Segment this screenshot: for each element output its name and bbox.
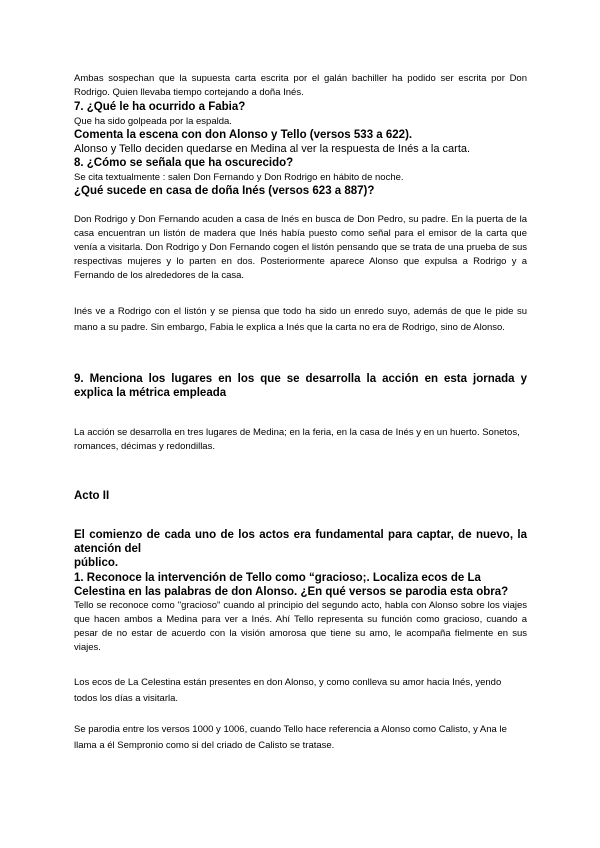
question-7: 7. ¿Qué le ha ocurrido a Fabia?	[74, 101, 246, 113]
heading-acto-ii: Acto II	[74, 490, 110, 502]
answer-8: Se cita textualmente : salen Don Fernando y Don Rodrigo en hábito de noche.	[74, 172, 404, 183]
paragraph-liston: Don Rodrigo y Don Fernando acuden a casa de Inés en busca de Don Pedro, su padre. En la puerta de la casa encuentran un listón de madera que Inés había puesto como señal para el emisor de la carta que venía a visitarla. Don Rodrigo y Don Fernando cogen el listón pensando que se trata de una prueba de sus respectivas mujeres y lo parten en dos. Posteriormente aparece Alonso que expulsa a Rodrigo y a Fernando de los alrededores de la casa.	[74, 214, 527, 281]
question-1-acto-ii: 1. Reconoce la intervención de Tello como “gracioso;. Localiza ecos de La Celestina en las palabras de don Alonso. ¿En qué versos se parodia esta obra?	[74, 572, 509, 598]
intro-acts-publico: público.	[74, 557, 119, 569]
paragraph-letter-suspicion: Ambas sospechan que la supuesta carta escrita por el galán bachiller ha podido ser escrita por Don Rodrigo. Quien llevaba tiempo cortejando a doña Inés.	[74, 73, 527, 98]
paragraph-ines-rodrigo: Inés ve a Rodrigo con el listón y se piensa que todo ha sido un enredo suyo, además de que le pide su mano a su padre. Sin embargo, Fabia le explica a Inés que la carta no era de Rodrigo, sino de Alonso.	[74, 306, 527, 333]
heading-scene-533: Comenta la escena con don Alonso y Tello (versos 533 a 622).	[74, 129, 413, 141]
paragraph-tello-gracioso: Tello se reconoce como "gracioso" cuando al principio del segundo acto, habla con Alonso sobre los viajes que hacen ambos a Medina para ver a Inés. Ahí Tello representa su función como gracioso, cuando a pesar de no estar de acuerdo con la visión amorosa que tiene su amo, le acompaña fielmente en sus viajes.	[74, 600, 527, 653]
paragraph-celestina-echoes: Los ecos de La Celestina están presentes en don Alonso, y como conlleva su amor hacia Inés, yendo todos los días a visitarla.	[74, 677, 502, 704]
question-scene-623: ¿Qué sucede en casa de doña Inés (versos 623 a 887)?	[74, 185, 375, 197]
answer-scene-533: Alonso y Tello deciden quedarse en Medina al ver la respuesta de Inés a la carta.	[74, 143, 471, 155]
intro-acts-line: El comienzo de cada uno de los actos era fundamental para captar, de nuevo, la atención del	[74, 529, 527, 555]
question-9: 9. Menciona los lugares en los que se desarrolla la acción en esta jornada y explica la métrica empleada	[74, 373, 527, 399]
question-8: 8. ¿Cómo se señala que ha oscurecido?	[74, 157, 294, 169]
paragraph-places-metrics: La acción se desarrolla en tres lugares de Medina; en la feria, en la casa de Inés y en un huerto. Sonetos, romances, décimas y redondillas.	[74, 427, 520, 452]
paragraph-parody-verses: Se parodia entre los versos 1000 y 1006, cuando Tello hace referencia a Alonso como Calisto, y Ana le llama a él Sempronio como si del criado de Calisto se tratase.	[74, 724, 507, 751]
answer-7: Que ha sido golpeada por la espalda.	[74, 116, 232, 127]
